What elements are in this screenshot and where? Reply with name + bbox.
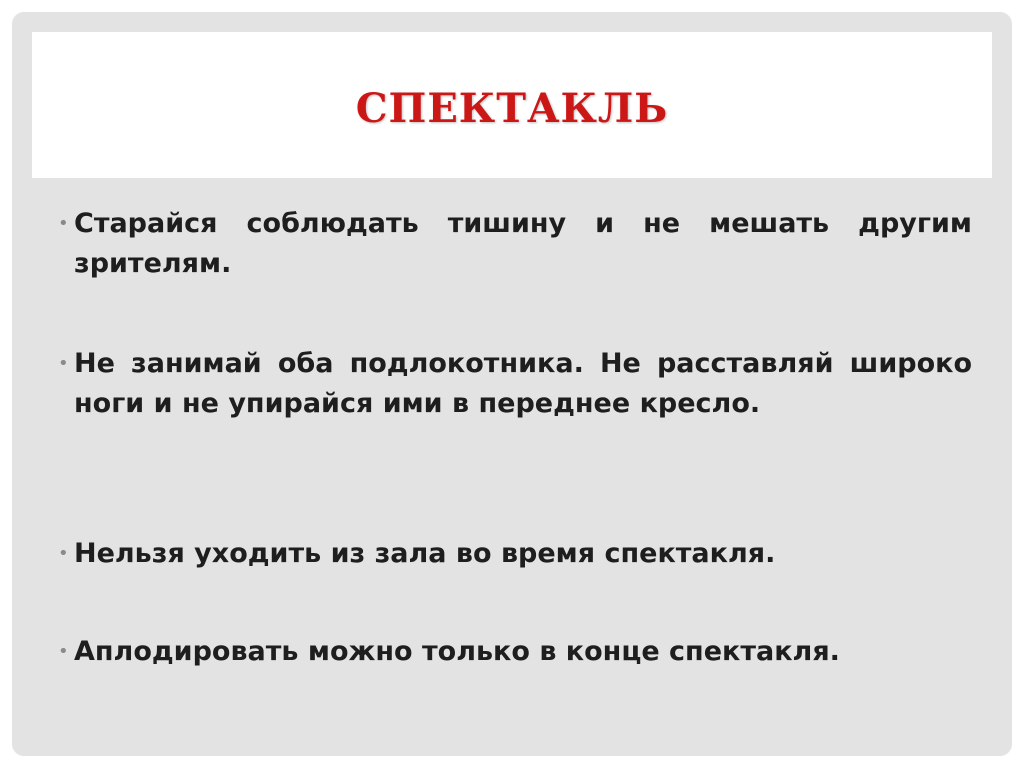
bullet-icon: • <box>58 543 69 564</box>
list-item-text: Аплодировать можно только в конце спектакля. <box>74 636 840 667</box>
slide-title: СПЕКТАКЛЬ <box>355 84 669 132</box>
list-item <box>58 534 972 574</box>
list-item <box>58 204 972 284</box>
bullet-icon: • <box>58 641 69 662</box>
bullet-icon: • <box>58 353 69 374</box>
list-item-text: Не занимай оба подлокотника. Не расставляй широко ноги и не упирайся ими в переднее кресло. <box>74 348 972 419</box>
slide <box>12 12 1012 756</box>
list-item-text: Нельзя уходить из зала во время спектакля. <box>74 538 776 569</box>
list-item <box>58 632 972 672</box>
list-item-text: Старайся соблюдать тишину и не мешать другим зрителям. <box>74 208 972 279</box>
title-box <box>32 32 992 178</box>
list-item <box>58 344 972 424</box>
bullet-icon: • <box>58 213 69 234</box>
